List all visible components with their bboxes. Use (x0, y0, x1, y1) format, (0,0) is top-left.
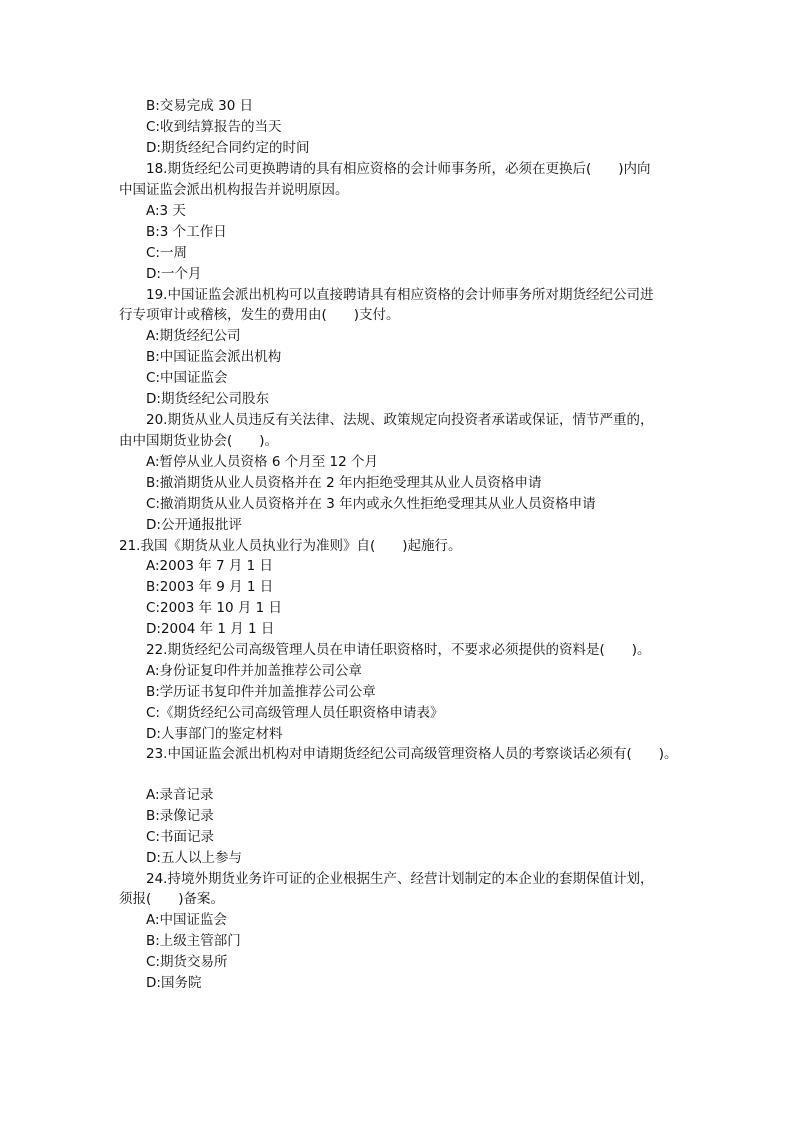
option-20d: D:公开通报批评 (146, 517, 242, 533)
option-19d: D:期货经纪公司股东 (146, 391, 269, 407)
option-18b: B:3 个工作日 (146, 224, 227, 240)
option-20c: C:撤消期货从业人员资格并在 3 年内或永久性拒绝受理其从业人员资格申请 (146, 496, 596, 512)
option-21b: B:2003 年 9 月 1 日 (146, 579, 274, 595)
question-18-line-1: 18.期货经纪公司更换聘请的具有相应资格的会计师事务所，必须在更换后( )内向 (146, 161, 651, 177)
question-18-line-2: 中国证监会派出机构报告并说明原因。 (119, 182, 349, 198)
option-17b: B:交易完成 30 日 (146, 98, 254, 114)
option-18a: A:3 天 (146, 203, 186, 219)
option-21d: D:2004 年 1 月 1 日 (146, 621, 275, 637)
question-24-line-1: 24.持境外期货业务许可证的企业根据生产、经营计划制定的本企业的套期保值计划， (146, 871, 654, 887)
question-23: 23.中国证监会派出机构对申请期货经纪公司高级管理资格人员的考察谈话必须有( )。 (146, 746, 678, 762)
option-22c: C:《期货经纪公司高级管理人员任职资格申请表》 (146, 705, 444, 721)
option-22b: B:学历证书复印件并加盖推荐公司公章 (146, 684, 376, 700)
option-23b: B:录像记录 (146, 808, 214, 824)
option-20b: B:撤消期货从业人员资格并在 2 年内拒绝受理其从业人员资格申请 (146, 475, 542, 491)
option-23c: C:书面记录 (146, 829, 214, 845)
option-18d: D:一个月 (146, 266, 202, 282)
option-23a: A:录音记录 (146, 787, 214, 803)
option-18c: C:一周 (146, 245, 187, 261)
option-24b: B:上级主管部门 (146, 933, 241, 949)
question-21: 21.我国《期货从业人员执业行为准则》自( )起施行。 (119, 538, 462, 554)
question-22: 22.期货经纪公司高级管理人员在申请任职资格时，不要求必须提供的资料是( )。 (146, 642, 651, 658)
question-24-line-2: 须报( )备案。 (119, 891, 225, 907)
option-17c: C:收到结算报告的当天 (146, 119, 282, 135)
option-19b: B:中国证监会派出机构 (146, 349, 282, 365)
option-21c: C:2003 年 10 月 1 日 (146, 600, 283, 616)
option-22d: D:人事部门的鉴定材料 (146, 726, 283, 742)
question-20-line-2: 由中国期货业协会( )。 (119, 433, 279, 449)
option-24c: C:期货交易所 (146, 954, 228, 970)
option-24a: A:中国证监会 (146, 912, 228, 928)
option-19c: C:中国证监会 (146, 370, 228, 386)
option-17d: D:期货经纪合同约定的时间 (146, 140, 310, 156)
option-22a: A:身份证复印件并加盖推荐公司公章 (146, 663, 363, 679)
option-23d: D:五人以上参与 (146, 850, 242, 866)
option-21a: A:2003 年 7 月 1 日 (146, 558, 274, 574)
option-24d: D:国务院 (146, 975, 202, 991)
question-19-line-2: 行专项审计或稽核，发生的费用由( )支付。 (119, 307, 400, 323)
question-19-line-1: 19.中国证监会派出机构可以直接聘请具有相应资格的会计师事务所对期货经纪公司进 (146, 287, 654, 303)
option-20a: A:暂停从业人员资格 6 个月至 12 个月 (146, 454, 378, 470)
question-20-line-1: 20.期货从业人员违反有关法律、法规、政策规定向投资者承诺或保证，情节严重的， (146, 412, 654, 428)
option-19a: A:期货经纪公司 (146, 328, 241, 344)
